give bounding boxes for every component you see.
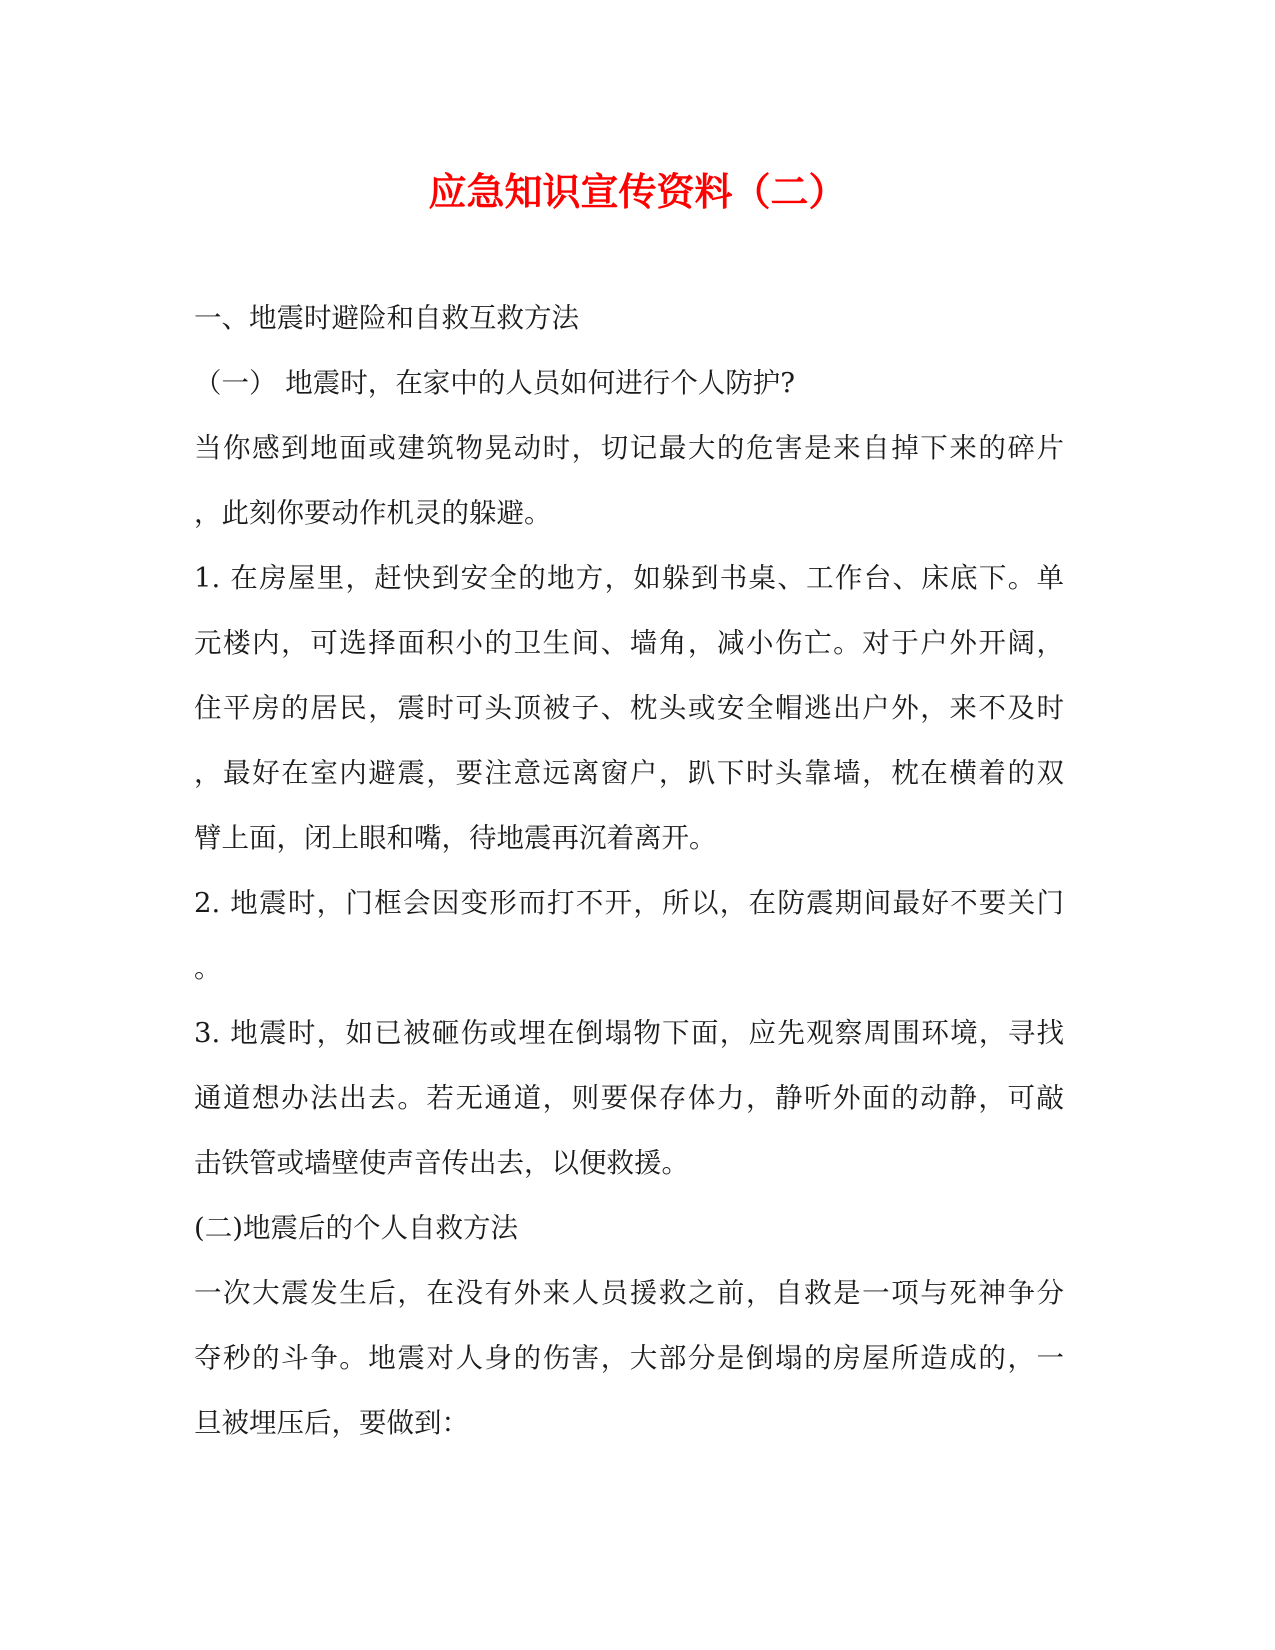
paragraph-line: 当你感到地面或建筑物晃动时，切记最大的危害是来自掉下来的碎片 bbox=[194, 432, 1064, 464]
paragraph-line: ，此刻你要动作机灵的躲避。 bbox=[194, 497, 552, 529]
paragraph-line: 。 bbox=[194, 952, 222, 984]
paragraph-line: 一次大震发生后，在没有外来人员援救之前，自救是一项与死神争分 bbox=[194, 1277, 1064, 1309]
paragraph-line: 旦被埋压后，要做到： bbox=[194, 1407, 469, 1439]
paragraph-line: 通道想办法出去。若无通道，则要保存体力，静听外面的动静，可敲 bbox=[194, 1082, 1064, 1114]
document-body bbox=[194, 286, 1064, 1456]
paragraph-line: 臂上面，闭上眼和嘴，待地震再沉着离开。 bbox=[194, 822, 717, 854]
paragraph-line: 元楼内，可选择面积小的卫生间、墙角，减小伤亡。对于户外开阔， bbox=[194, 627, 1064, 659]
paragraph-line: 1. 在房屋里，赶快到安全的地方，如躲到书桌、工作台、床底下。单 bbox=[194, 562, 1064, 594]
paragraph-line: 击铁管或墙壁使声音传出去，以便救援。 bbox=[194, 1147, 689, 1179]
paragraph-line: 住平房的居民，震时可头顶被子、枕头或安全帽逃出户外，来不及时 bbox=[194, 692, 1064, 724]
paragraph-line: 夺秒的斗争。地震对人身的伤害，大部分是倒塌的房屋所造成的，一 bbox=[194, 1342, 1064, 1374]
paragraph-line: 2. 地震时，门框会因变形而打不开，所以，在防震期间最好不要关门 bbox=[194, 887, 1064, 919]
subsection-heading: （一） 地震时，在家中的人员如何进行个人防护? bbox=[194, 367, 795, 399]
page-title: 应急知识宣传资料（二） bbox=[428, 169, 847, 214]
paragraph-line: ，最好在室内避震，要注意远离窗户，趴下时头靠墙，枕在横着的双 bbox=[194, 757, 1064, 789]
subsection-heading: (二)地震后的个人自救方法 bbox=[194, 1212, 518, 1244]
section-heading: 一、地震时避险和自救互救方法 bbox=[194, 302, 579, 334]
paragraph-line: 3. 地震时，如已被砸伤或埋在倒塌物下面，应先观察周围环境，寻找 bbox=[194, 1017, 1064, 1049]
